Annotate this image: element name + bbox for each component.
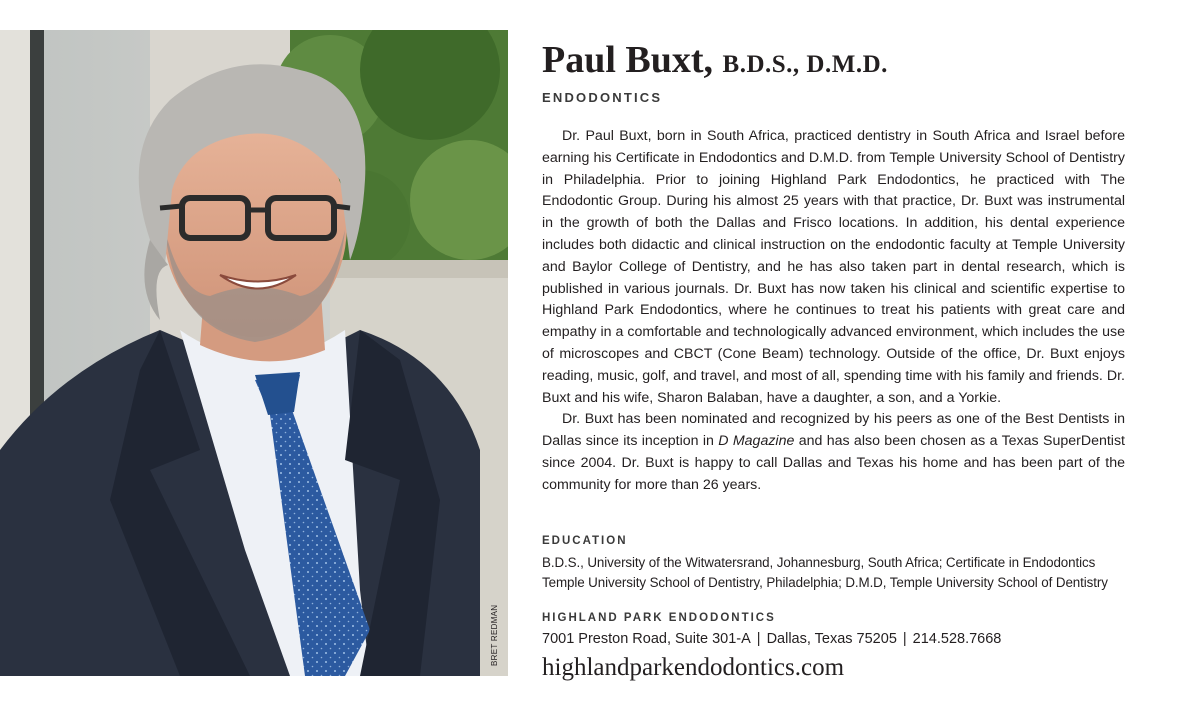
profile-header <box>542 38 1132 105</box>
separator: | <box>902 631 907 647</box>
bio-paragraph-2 <box>542 409 1125 496</box>
bio-p2-start: Dr. Buxt has been nominated and recognized by his peers as one of the Best Dentists in Dallas since its inception in <box>542 411 1125 450</box>
education-line-1: B.D.S., University of the Witwatersrand, Johannesburg, South Africa; Certificate in Endodontics <box>542 555 1096 570</box>
bio-p2-end: and has also been chosen as a Texas SuperDentist since 2004. Dr. Buxt is happy to call Dallas and Texas his home and has been part of the community for more than 26 years. <box>542 433 1125 493</box>
credentials: B.D.S., D.M.D. <box>722 51 888 78</box>
separator: | <box>756 631 761 647</box>
doctor-name <box>542 38 1132 87</box>
portrait-photo <box>0 30 508 676</box>
education-details <box>542 553 1132 593</box>
city-state-zip: Dallas, Texas 75205 <box>766 631 897 647</box>
education-heading: EDUCATION <box>542 535 628 547</box>
street-address: 7001 Preston Road, Suite 301-A <box>542 631 751 647</box>
specialty-label: ENDODONTICS <box>542 90 663 105</box>
bio-paragraph-1: Dr. Paul Buxt, born in South Africa, practiced dentistry in South Africa and Israel before earning his Certificate in Endodontics and D.M.D. from Temple University School of Dentistry in Philadelphia. Prior to joining Highland Park Endodontics, he practiced with The Endodontic Group. During his almost 25 years with that practice, Dr. Buxt was instrumental in the growth of both the Dallas and Frisco locations. In addition, his dental experience includes both didactic and clinical instruction on the endodontic faculty at Temple University and Baylor College of Dentistry, and he has also taken part in dental research, which is published in various journals. Dr. Buxt has now taken his clinical and scientific expertise to Highland Park Endodontics, where he continues to treat his patients with great care and empathy in a comfortable and technologically advanced environment, which includes the use of microscopes and CBCT (Cone Beam) technology. Outside of the office, Dr. Buxt enjoys reading, music, golf, and travel, and most of all, spending time with his family and friends. Dr. Buxt and his wife, Sharon Balaban, have a daughter, a son, and a Yorkie. <box>542 128 1125 406</box>
practice-address <box>542 629 1001 649</box>
magazine-title: D Magazine <box>718 433 795 450</box>
portrait-illustration <box>0 30 508 676</box>
phone-number[interactable]: 214.528.7668 <box>912 631 1002 647</box>
practice-heading: HIGHLAND PARK ENDODONTICS <box>542 612 776 624</box>
biography <box>542 126 1125 497</box>
website-link[interactable]: highlandparkendodontics.com <box>542 654 845 681</box>
photo-credit: BRET REDMAN <box>490 604 499 666</box>
education-line-2: Temple University School of Dentistry, Philadelphia; D.M.D, Temple University School of Dentistry <box>542 575 1108 590</box>
name-text: Paul Buxt, <box>542 39 714 81</box>
